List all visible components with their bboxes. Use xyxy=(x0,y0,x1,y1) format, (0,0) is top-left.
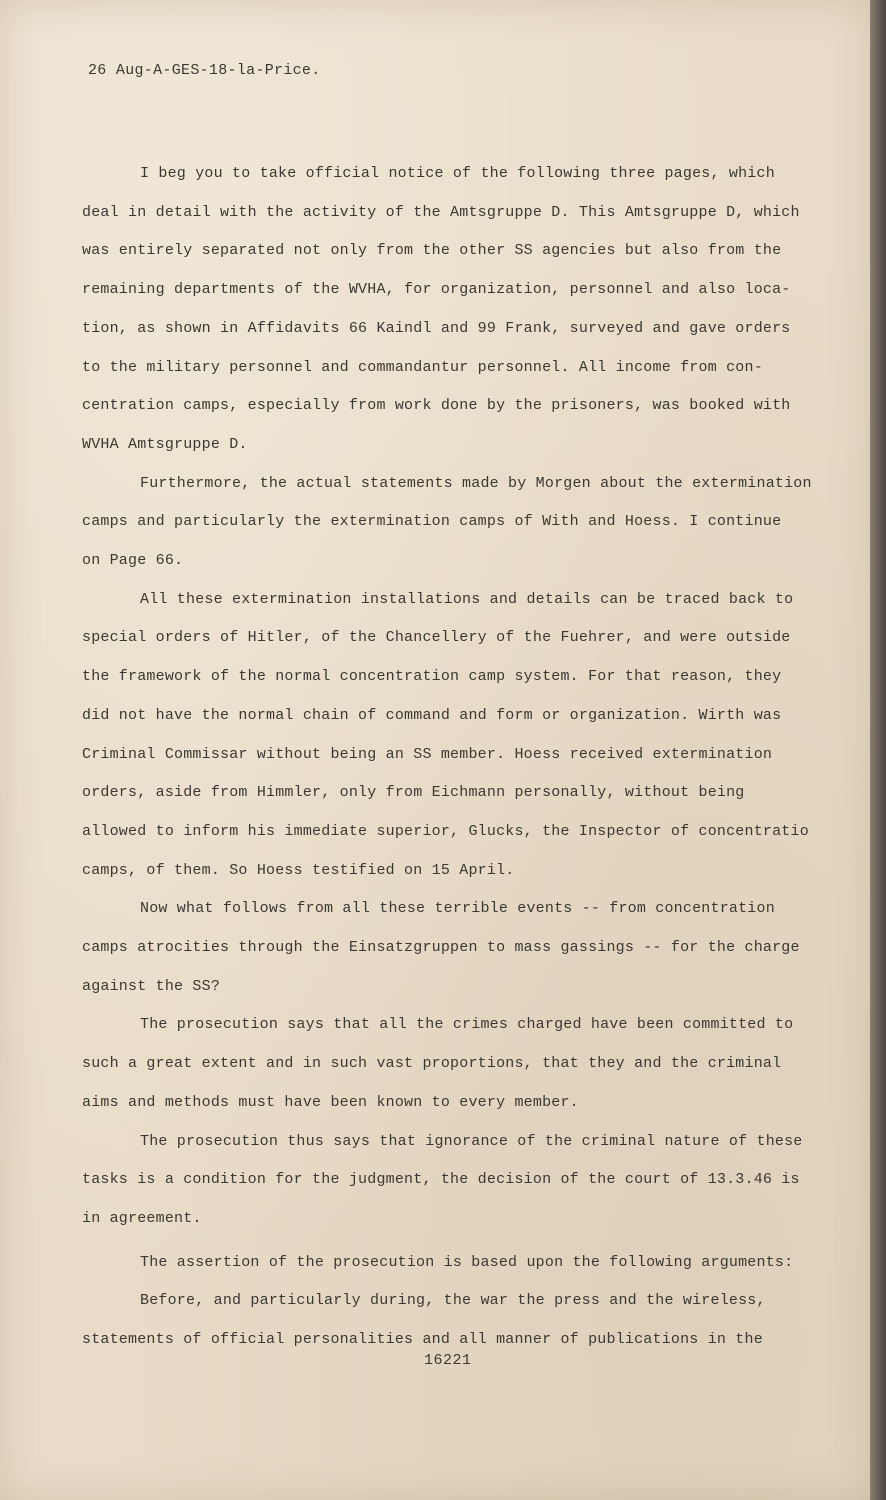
text-line: such a great extent and in such vast proportions, that they and the criminal xyxy=(82,1055,782,1073)
text-line: WVHA Amtsgruppe D. xyxy=(82,435,248,453)
page-number: 16221 xyxy=(424,1352,472,1369)
text-line: camps atrocities through the Einsatzgruppen to mass gassings -- for the charge xyxy=(82,939,800,957)
text-line: in agreement. xyxy=(82,1209,202,1227)
binding-edge xyxy=(870,0,886,1500)
text-line: special orders of Hitler, of the Chancellery of the Fuehrer, and were outside xyxy=(82,629,791,647)
text-line: against the SS? xyxy=(82,977,221,995)
text-line: I beg you to take official notice of the following three pages, which xyxy=(140,165,775,182)
text-line: Before, and particularly during, the war the press and the wireless, xyxy=(140,1292,766,1310)
text-line: Criminal Commissar without being an SS member. Hoess received extermination xyxy=(82,745,773,763)
paragraph-prosecution-assertion xyxy=(82,1244,847,1283)
text-line: deal in detail with the activity of the Amtsgruppe D. This Amtsgruppe D, which xyxy=(82,203,800,221)
text-line: The assertion of the prosecution is based upon the following arguments: xyxy=(140,1253,794,1271)
text-line: did not have the normal chain of command and form or organization. Wirth was xyxy=(82,706,782,724)
text-line: tion, as shown in Affidavits 66 Kaindl and 99 Frank, surveyed and gave orders xyxy=(82,319,791,337)
text-line: camps, of them. So Hoess testified on 15 April. xyxy=(82,861,515,879)
text-line: on Page 66. xyxy=(82,552,184,570)
text-line: was entirely separated not only from the other SS agencies but also from the xyxy=(82,242,782,260)
text-line: the framework of the normal concentration camp system. For that reason, they xyxy=(82,668,782,686)
text-line: centration camps, especially from work done by the prisoners, was booked with xyxy=(82,397,791,415)
text-line: The prosecution thus says that ignorance of the criminal nature of these xyxy=(140,1132,803,1150)
document-reference-header: 26 Aug-A-GES-18-la-Price. xyxy=(88,62,321,79)
text-line: aims and methods must have been known to every member. xyxy=(82,1093,579,1111)
text-line: The prosecution says that all the crimes charged have been committed to xyxy=(140,1016,794,1034)
paragraph-extermination-installations xyxy=(82,581,847,891)
paragraph-morgen-statements xyxy=(82,465,847,581)
paragraph-amtsgruppe-d xyxy=(82,155,847,465)
text-line: Now what follows from all these terrible events -- from concentration xyxy=(140,900,775,918)
paragraph-prosecution-ignorance xyxy=(82,1123,847,1239)
paragraph-press-wireless xyxy=(82,1282,847,1359)
text-line: remaining departments of the WVHA, for organization, personnel and also loca- xyxy=(82,281,791,299)
paragraph-charge-question xyxy=(82,890,847,1006)
text-line: camps and particularly the extermination camps of With and Hoess. I continue xyxy=(82,513,782,531)
text-line: All these extermination installations and details can be traced back to xyxy=(140,590,794,608)
document-body xyxy=(82,155,847,1360)
text-line: tasks is a condition for the judgment, the decision of the court of 13.3.46 is xyxy=(82,1171,800,1189)
text-line: Furthermore, the actual statements made by Morgen about the extermination xyxy=(140,474,812,492)
paragraph-prosecution-extent xyxy=(82,1006,847,1122)
text-line: orders, aside from Himmler, only from Eichmann personally, without being xyxy=(82,784,745,802)
text-line: to the military personnel and commandantur personnel. All income from con- xyxy=(82,358,763,376)
text-line: statements of official personalities and all manner of publications in the xyxy=(82,1331,763,1349)
text-line: allowed to inform his immediate superior, Glucks, the Inspector of concentratio xyxy=(82,822,809,840)
